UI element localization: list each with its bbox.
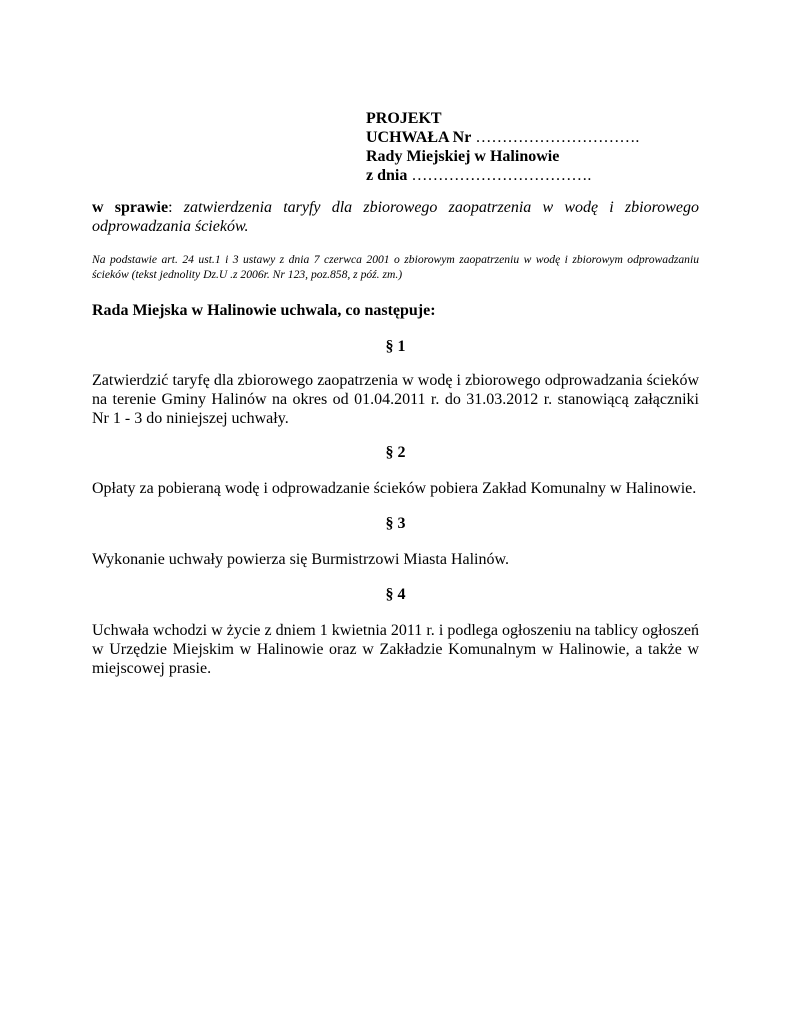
resolution-number-dots: …………………………. — [475, 129, 640, 146]
resolution-header — [366, 109, 639, 185]
section-heading-1 — [0, 337, 791, 356]
council-name: Rady Miejskiej w Halinowie — [366, 148, 560, 165]
section-text-3: Wykonanie uchwały powierza się Burmistrzowi Miasta Halinów. — [92, 551, 509, 568]
section-heading-4 — [0, 585, 791, 604]
subject-label: w sprawie — [92, 199, 169, 216]
date-dots: ……………………………. — [411, 167, 592, 184]
resolution-number-label: UCHWAŁA Nr — [366, 129, 472, 146]
section-heading-2-text: § 2 — [385, 444, 406, 461]
resolves-statement: Rada Miejska w Halinowie uchwala, co następuje: — [92, 302, 436, 319]
subject-text: zatwierdzenia taryfy dla zbiorowego zaopatrzenia w wodę i zbiorowego odprowadzania ścieków. — [92, 199, 699, 235]
section-text-2: Opłaty za pobieraną wodę i odprowadzanie ścieków pobiera Zakład Komunalny w Halinowie. — [92, 480, 697, 497]
legal-basis: Na podstawie art. 24 ust.1 i 3 ustawy z dnia 7 czerwca 2001 o zbiorowym zaopatrzeniu w wodę i zbiorowym odprowadzaniu ścieków (tekst jednolity Dz.U .z 2006r. Nr 123, poz.858, z póź. zm.) — [92, 253, 699, 281]
section-text-1: Zatwierdzić taryfę dla zbiorowego zaopatrzenia w wodę i zbiorowego odprowadzania ścieków na terenie Gminy Halinów na okres od 01.04.2011 r. do 31.03.2012 r. stanowiącą załączniki Nr 1 - 3 do niniejszej uchwały. — [92, 372, 699, 427]
project-label: PROJEKT — [366, 110, 442, 127]
resolution-subject — [92, 198, 699, 236]
resolution-date-line — [366, 166, 639, 185]
section-heading-4-text: § 4 — [385, 586, 406, 603]
section-heading-1-text: § 1 — [385, 338, 406, 355]
section-heading-3-text: § 3 — [385, 515, 406, 532]
resolution-number-line — [366, 128, 639, 147]
section-text-4: Uchwała wchodzi w życie z dniem 1 kwietnia 2011 r. i podlega ogłoszeniu na tablicy ogłoszeń w Urzędzie Miejskim w Halinowie oraz w Zakładzie Komunalnym w Halinowie, a także w miejscowej prasie. — [92, 622, 699, 677]
date-label: z dnia — [366, 167, 408, 184]
section-heading-3 — [0, 514, 791, 533]
subject-colon: : — [168, 199, 173, 216]
section-heading-2 — [0, 443, 791, 462]
